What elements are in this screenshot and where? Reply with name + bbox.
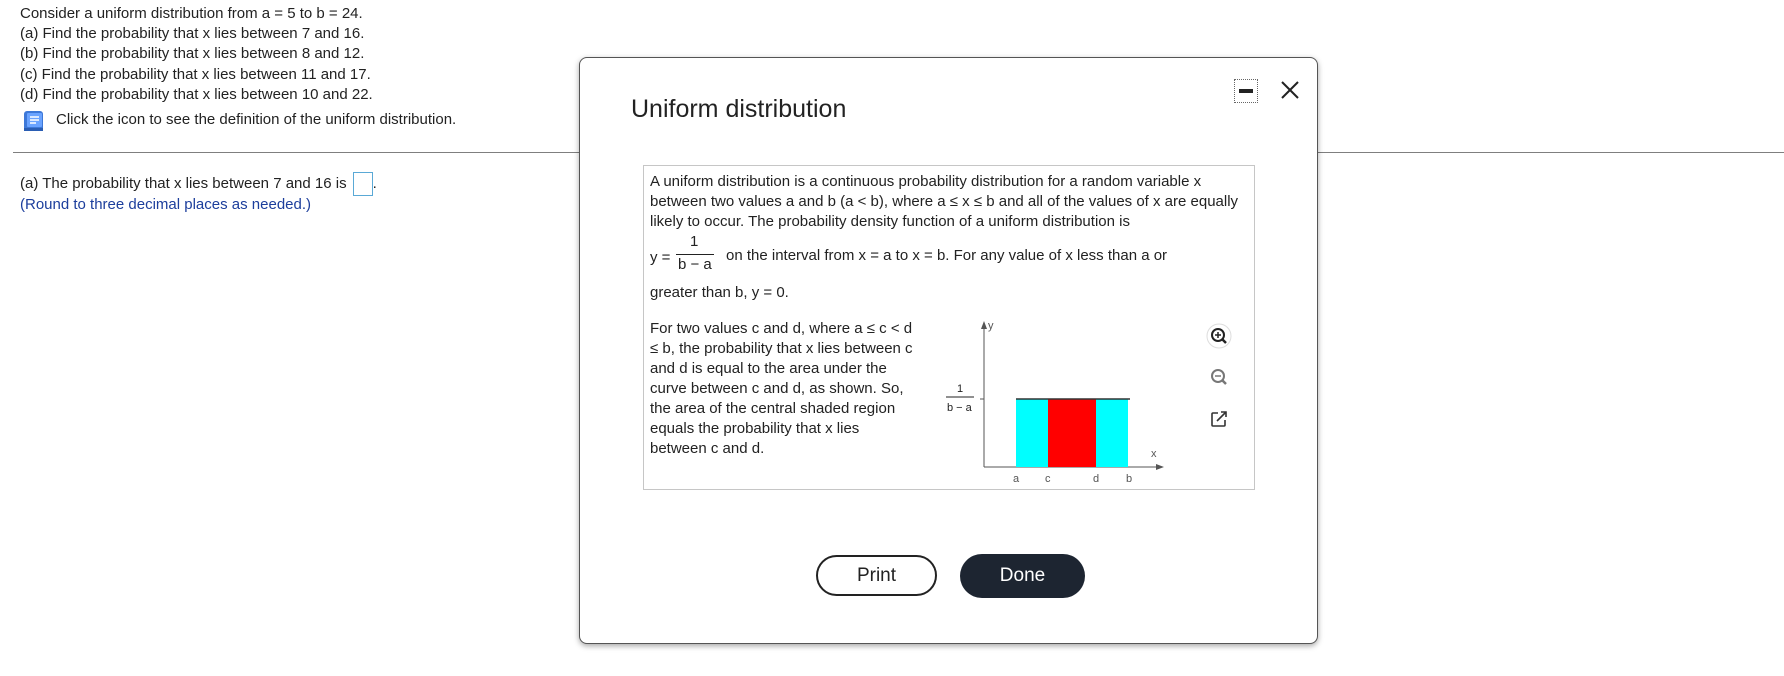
formula-interval-text: on the interval from x = a to x = b. For any value of x less than a or	[726, 247, 1168, 264]
definition-hint: Click the icon to see the definition of the uniform distribution.	[56, 111, 457, 128]
tick-c: c	[1045, 473, 1051, 484]
answer-prompt: (a) The probability that x lies between 7 and 16 is	[20, 174, 347, 192]
tick-b: b	[1126, 473, 1133, 484]
answer-input[interactable]	[353, 172, 373, 196]
uniform-distribution-dialog	[579, 57, 1318, 644]
pop-out-icon[interactable]	[1206, 406, 1232, 432]
question-part-c: (c) Find the probability that x lies between 11 and 17.	[20, 66, 371, 83]
uniform-distribution-figure	[944, 319, 1194, 484]
probability-explanation: For two values c and d, where a ≤ c < d ≤ b, the probability that x lies between c and d is equal to the area under the curve between c and d, as shown. So, the area of the central shaded region equals the probability that x lies between c and d.	[650, 320, 913, 457]
formula-denominator: b − a	[678, 256, 712, 273]
definition-box	[643, 165, 1255, 490]
question-intro: Consider a uniform distribution from a = 5 to b = 24.	[20, 5, 363, 22]
close-icon[interactable]	[1277, 77, 1303, 103]
question-part-a: (a) Find the probability that x lies between 7 and 16.	[20, 25, 365, 42]
formula-numerator: 1	[690, 233, 699, 250]
height-denominator: b − a	[947, 402, 972, 414]
tick-d: d	[1093, 473, 1100, 484]
question-part-b: (b) Find the probability that x lies between 8 and 12.	[20, 45, 365, 62]
answer-rounding-note: (Round to three decimal places as needed.)	[20, 196, 312, 213]
formula-y: y =	[650, 249, 671, 266]
answer-suffix: .	[372, 174, 377, 192]
book-icon[interactable]	[22, 109, 46, 133]
minimize-icon[interactable]	[1234, 79, 1258, 103]
formula-fraction-bar	[676, 254, 714, 255]
zoom-out-icon[interactable]	[1206, 364, 1232, 390]
y-axis-arrow	[981, 321, 987, 329]
dialog-title: Uniform distribution	[631, 95, 847, 123]
print-button[interactable]: Print	[816, 555, 937, 596]
x-axis-arrow	[1156, 464, 1164, 470]
definition-paragraph: A uniform distribution is a continuous probability distribution for a random variable x between two values a and b (a < b), where a ≤ x ≤ b and all of the values of x are equally likely to occur. The probability density function of a uniform distribution is	[650, 173, 1239, 230]
done-button[interactable]: Done	[960, 554, 1085, 598]
right-region	[1096, 399, 1128, 467]
y-axis-label: y	[988, 320, 994, 332]
question-part-d: (d) Find the probability that x lies between 10 and 22.	[20, 86, 373, 103]
tick-a: a	[1013, 473, 1020, 484]
definition-zero-text: greater than b, y = 0.	[650, 284, 789, 301]
answer-line	[20, 172, 377, 196]
left-region	[1016, 399, 1048, 467]
center-region	[1048, 399, 1096, 467]
height-numerator: 1	[957, 383, 964, 395]
zoom-in-icon[interactable]	[1206, 323, 1232, 349]
x-axis-label: x	[1151, 448, 1157, 460]
